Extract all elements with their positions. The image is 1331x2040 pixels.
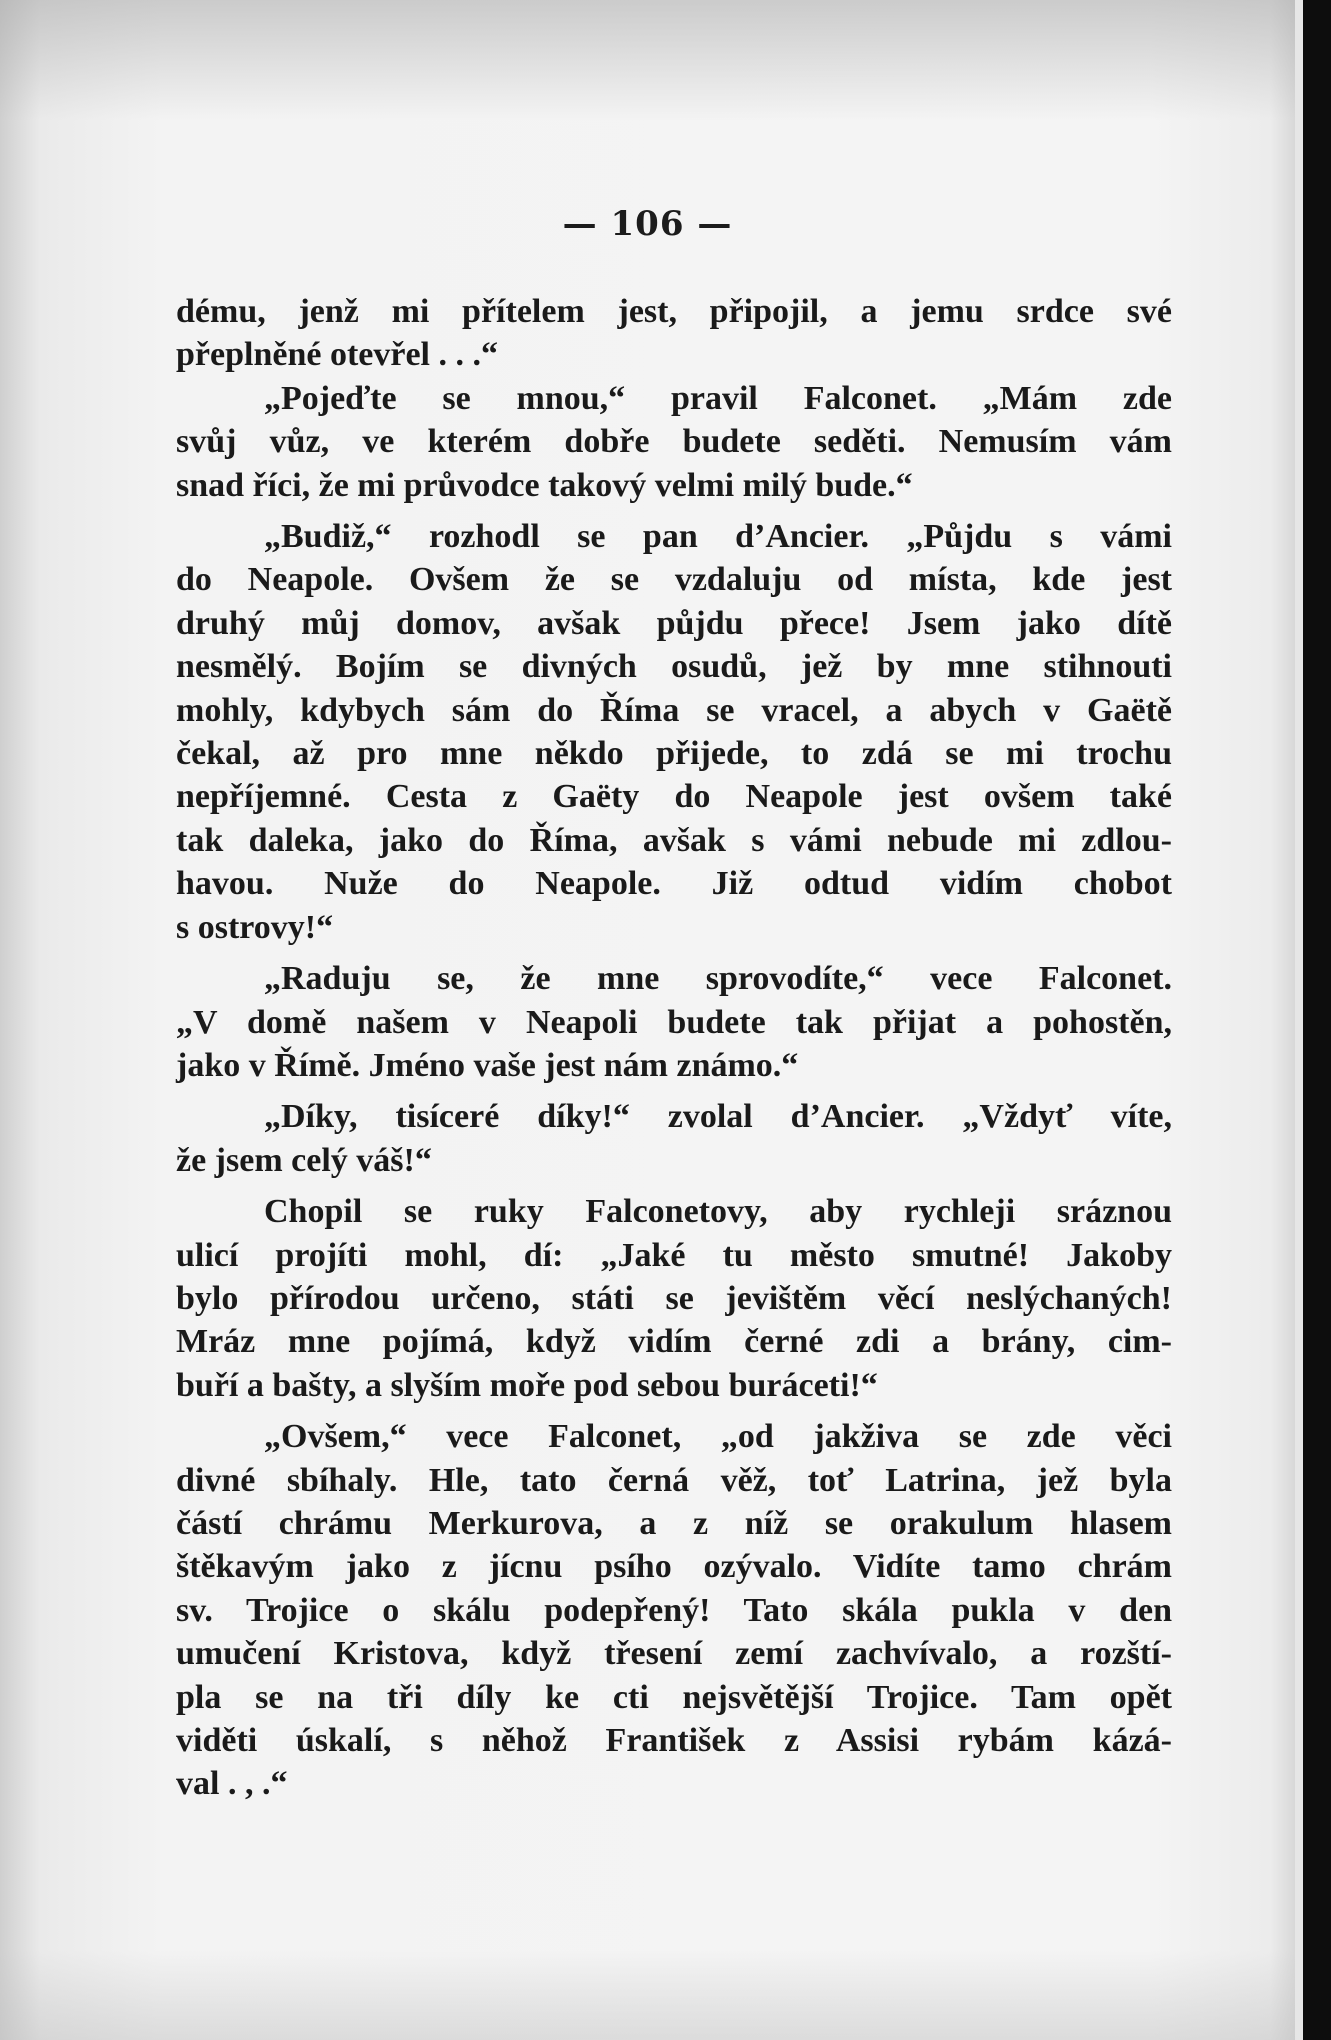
text-line: „Díky, tisíceré díky!“ zvolal d’Ancier. „Vždyť víte, [264, 1098, 1172, 1136]
text-line: s ostrovy!“ [176, 908, 334, 946]
text-line: buří a bašty, a slyším moře pod sebou buráceti!“ [176, 1366, 878, 1404]
text-line: nesmělý. Bojím se divných osudů, jež by mne stihnouti [176, 648, 1172, 686]
page-number: — 106 — [562, 204, 733, 244]
text-line: Chopil se ruky Falconetovy, aby rychleji sráznou [264, 1193, 1172, 1231]
text-line: „Budiž,“ rozhodl se pan d’Ancier. „Půjdu s vámi [264, 518, 1172, 556]
text-line: nepříjemné. Cesta z Gaëty do Neapole jest ovšem také [176, 778, 1172, 816]
text-line: štěkavým jako z jícnu psího ozývalo. Vidíte tamo chrám [176, 1548, 1172, 1586]
text-line: „Pojeďte se mnou,“ pravil Falconet. „Mám zde [264, 379, 1172, 417]
text-line: snad říci, že mi průvodce takový velmi milý bude.“ [176, 466, 913, 504]
body-text [176, 290, 1172, 1806]
text-line: částí chrámu Merkurova, a z níž se orakulum hlasem [176, 1504, 1172, 1542]
text-line: přeplněné otevřel . . .“ [176, 336, 498, 374]
page-edge [1295, 0, 1303, 2040]
text-line: jako v Římě. Jméno vaše jest nám známo.“ [176, 1046, 799, 1084]
text-line: tak daleka, jako do Říma, avšak s vámi nebude mi zdlou- [176, 821, 1172, 859]
text-line: pla se na tři díly ke cti nejsvětější Trojice. Tam opět [176, 1678, 1172, 1716]
text-line: dému, jenž mi přítelem jest, připojil, a jemu srdce své [176, 293, 1172, 330]
text-line: „V domě našem v Neapoli budete tak přijat a pohostěn, [176, 1003, 1172, 1041]
scan-border [1303, 0, 1331, 2040]
text-line: sv. Trojice o skálu podepřený! Tato skála pukla v den [176, 1591, 1172, 1629]
text-line: val . , .“ [176, 1765, 288, 1803]
text-line: umučení Kristova, když třesení zemí zachvívalo, a rozští- [176, 1635, 1172, 1673]
text-line: ulicí projíti mohl, dí: „Jaké tu město smutné! Jakoby [176, 1236, 1172, 1274]
text-line: viděti úskalí, s něhož František z Assisi rybám kázá- [176, 1722, 1172, 1759]
text-line: havou. Nuže do Neapole. Již odtud vidím chobot [176, 865, 1172, 903]
text-line: mohly, kdybych sám do Říma se vracel, a abych v Gaëtě [176, 691, 1172, 729]
text-line: „Raduju se, že mne sprovodíte,“ vece Falconet. [264, 960, 1172, 998]
text-line: „Ovšem,“ vece Falconet, „od jakživa se zde věci [264, 1418, 1172, 1456]
text-line: že jsem celý váš!“ [176, 1141, 432, 1179]
text-line: divné sbíhaly. Hle, tato černá věž, toť Latrina, jež byla [176, 1461, 1172, 1499]
text-line: čekal, až pro mne někdo přijede, to zdá se mi trochu [176, 735, 1172, 773]
text-line: druhý můj domov, avšak půjdu přece! Jsem jako dítě [176, 604, 1172, 642]
text-line: bylo přírodou určeno, státi se jevištěm věcí neslýchaných! [176, 1279, 1172, 1317]
text-line: Mráz mne pojímá, když vidím černé zdi a brány, cim- [176, 1323, 1172, 1361]
text-line: do Neapole. Ovšem že se vzdaluju od místa, kde jest [176, 561, 1172, 599]
text-line: svůj vůz, ve kterém dobře budete seděti. Nemusím vám [176, 423, 1172, 461]
